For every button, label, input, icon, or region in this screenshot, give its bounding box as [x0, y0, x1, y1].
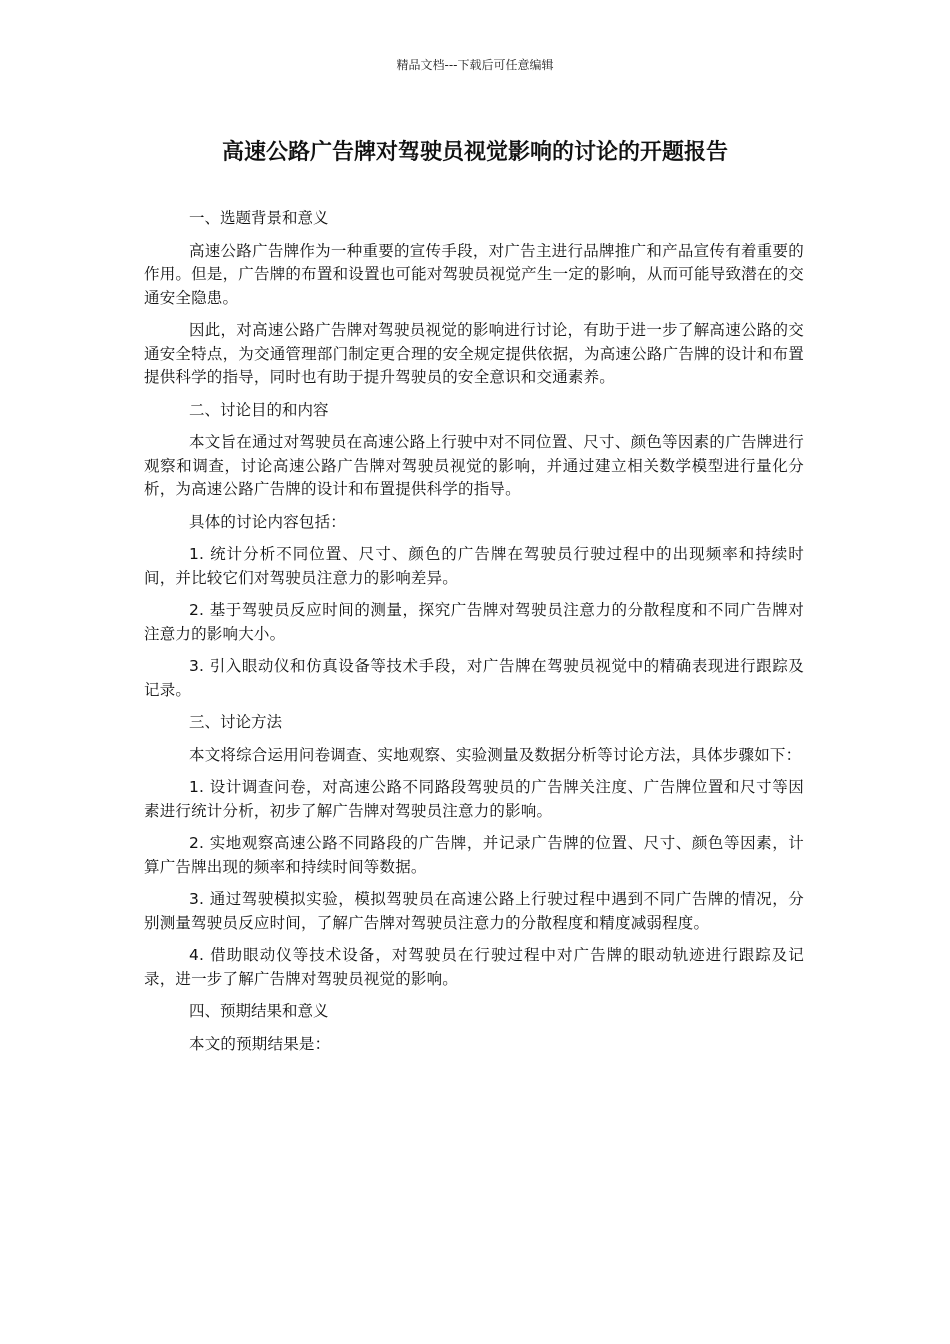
list-item: 1. 统计分析不同位置、尺寸、颜色的广告牌在驾驶员行驶过程中的出现频率和持续时间，并比较它们对驾驶员注意力的影响差异。: [144, 545, 804, 587]
paragraph: 因此，对高速公路广告牌对驾驶员视觉的影响进行讨论，有助于进一步了解高速公路的交通安全特点，为交通管理部门制定更合理的安全规定提供依据，为高速公路广告牌的设计和布置提供科学的指导，同时也有助于提升驾驶员的安全意识和交通素养。: [144, 321, 804, 386]
list-item: 2. 基于驾驶员反应时间的测量，探究广告牌对驾驶员注意力的分散程度和不同广告牌对注意力的影响大小。: [144, 601, 804, 643]
section-heading-method: 三、讨论方法: [189, 713, 283, 731]
paragraph: 高速公路广告牌作为一种重要的宣传手段，对广告主进行品牌推广和产品宣传有着重要的作用。但是，广告牌的布置和设置也可能对驾驶员视觉产生一定的影响，从而可能导致潜在的交通安全隐患。: [144, 241, 804, 307]
list-item: 1. 设计调查问卷，对高速公路不同路段驾驶员的广告牌关注度、广告牌位置和尺寸等因素进行统计分析，初步了解广告牌对驾驶员注意力的影响。: [144, 778, 804, 820]
section-heading-purpose: 二、讨论目的和内容: [189, 400, 329, 419]
document-title: 高速公路广告牌对驾驶员视觉影响的讨论的开题报告: [221, 140, 728, 165]
paragraph: 本文旨在通过对驾驶员在高速公路上行驶中对不同位置、尺寸、颜色等因素的广告牌进行观察和调查，讨论高速公路广告牌对驾驶员视觉的影响，并通过建立相关数学模型进行量化分析，为高速公路广告牌的设计和布置提供科学的指导。: [144, 433, 804, 498]
paragraph: 本文将综合运用问卷调查、实地观察、实验测量及数据分析等讨论方法，具体步骤如下：: [189, 745, 802, 764]
section-heading-results: 四、预期结果和意义: [189, 1002, 329, 1020]
paragraph: 本文的预期结果是：: [189, 1034, 331, 1053]
list-item: 4. 借助眼动仪等技术设备，对驾驶员在行驶过程中对广告牌的眼动轨迹进行跟踪及记录，进一步了解广告牌对驾驶员视觉的影响。: [144, 946, 804, 988]
document-body: [144, 207, 804, 1065]
section-heading-background: 一、选题背景和意义: [189, 209, 329, 227]
paragraph: 具体的讨论内容包括：: [189, 512, 347, 531]
list-item: 2. 实地观察高速公路不同路段的广告牌，并记录广告牌的位置、尺寸、颜色等因素，计算广告牌出现的频率和持续时间等数据。: [144, 834, 804, 876]
list-item: 3. 通过驾驶模拟实验，模拟驾驶员在高速公路上行驶过程中遇到不同广告牌的情况，分别测量驾驶员反应时间，了解广告牌对驾驶员注意力的分散程度和精度减弱程度。: [144, 890, 804, 932]
list-item: 3. 引入眼动仪和仿真设备等技术手段，对广告牌在驾驶员视觉中的精确表现进行跟踪及记录。: [144, 657, 804, 699]
header-note: 精品文档---下载后可任意编辑: [396, 58, 554, 72]
